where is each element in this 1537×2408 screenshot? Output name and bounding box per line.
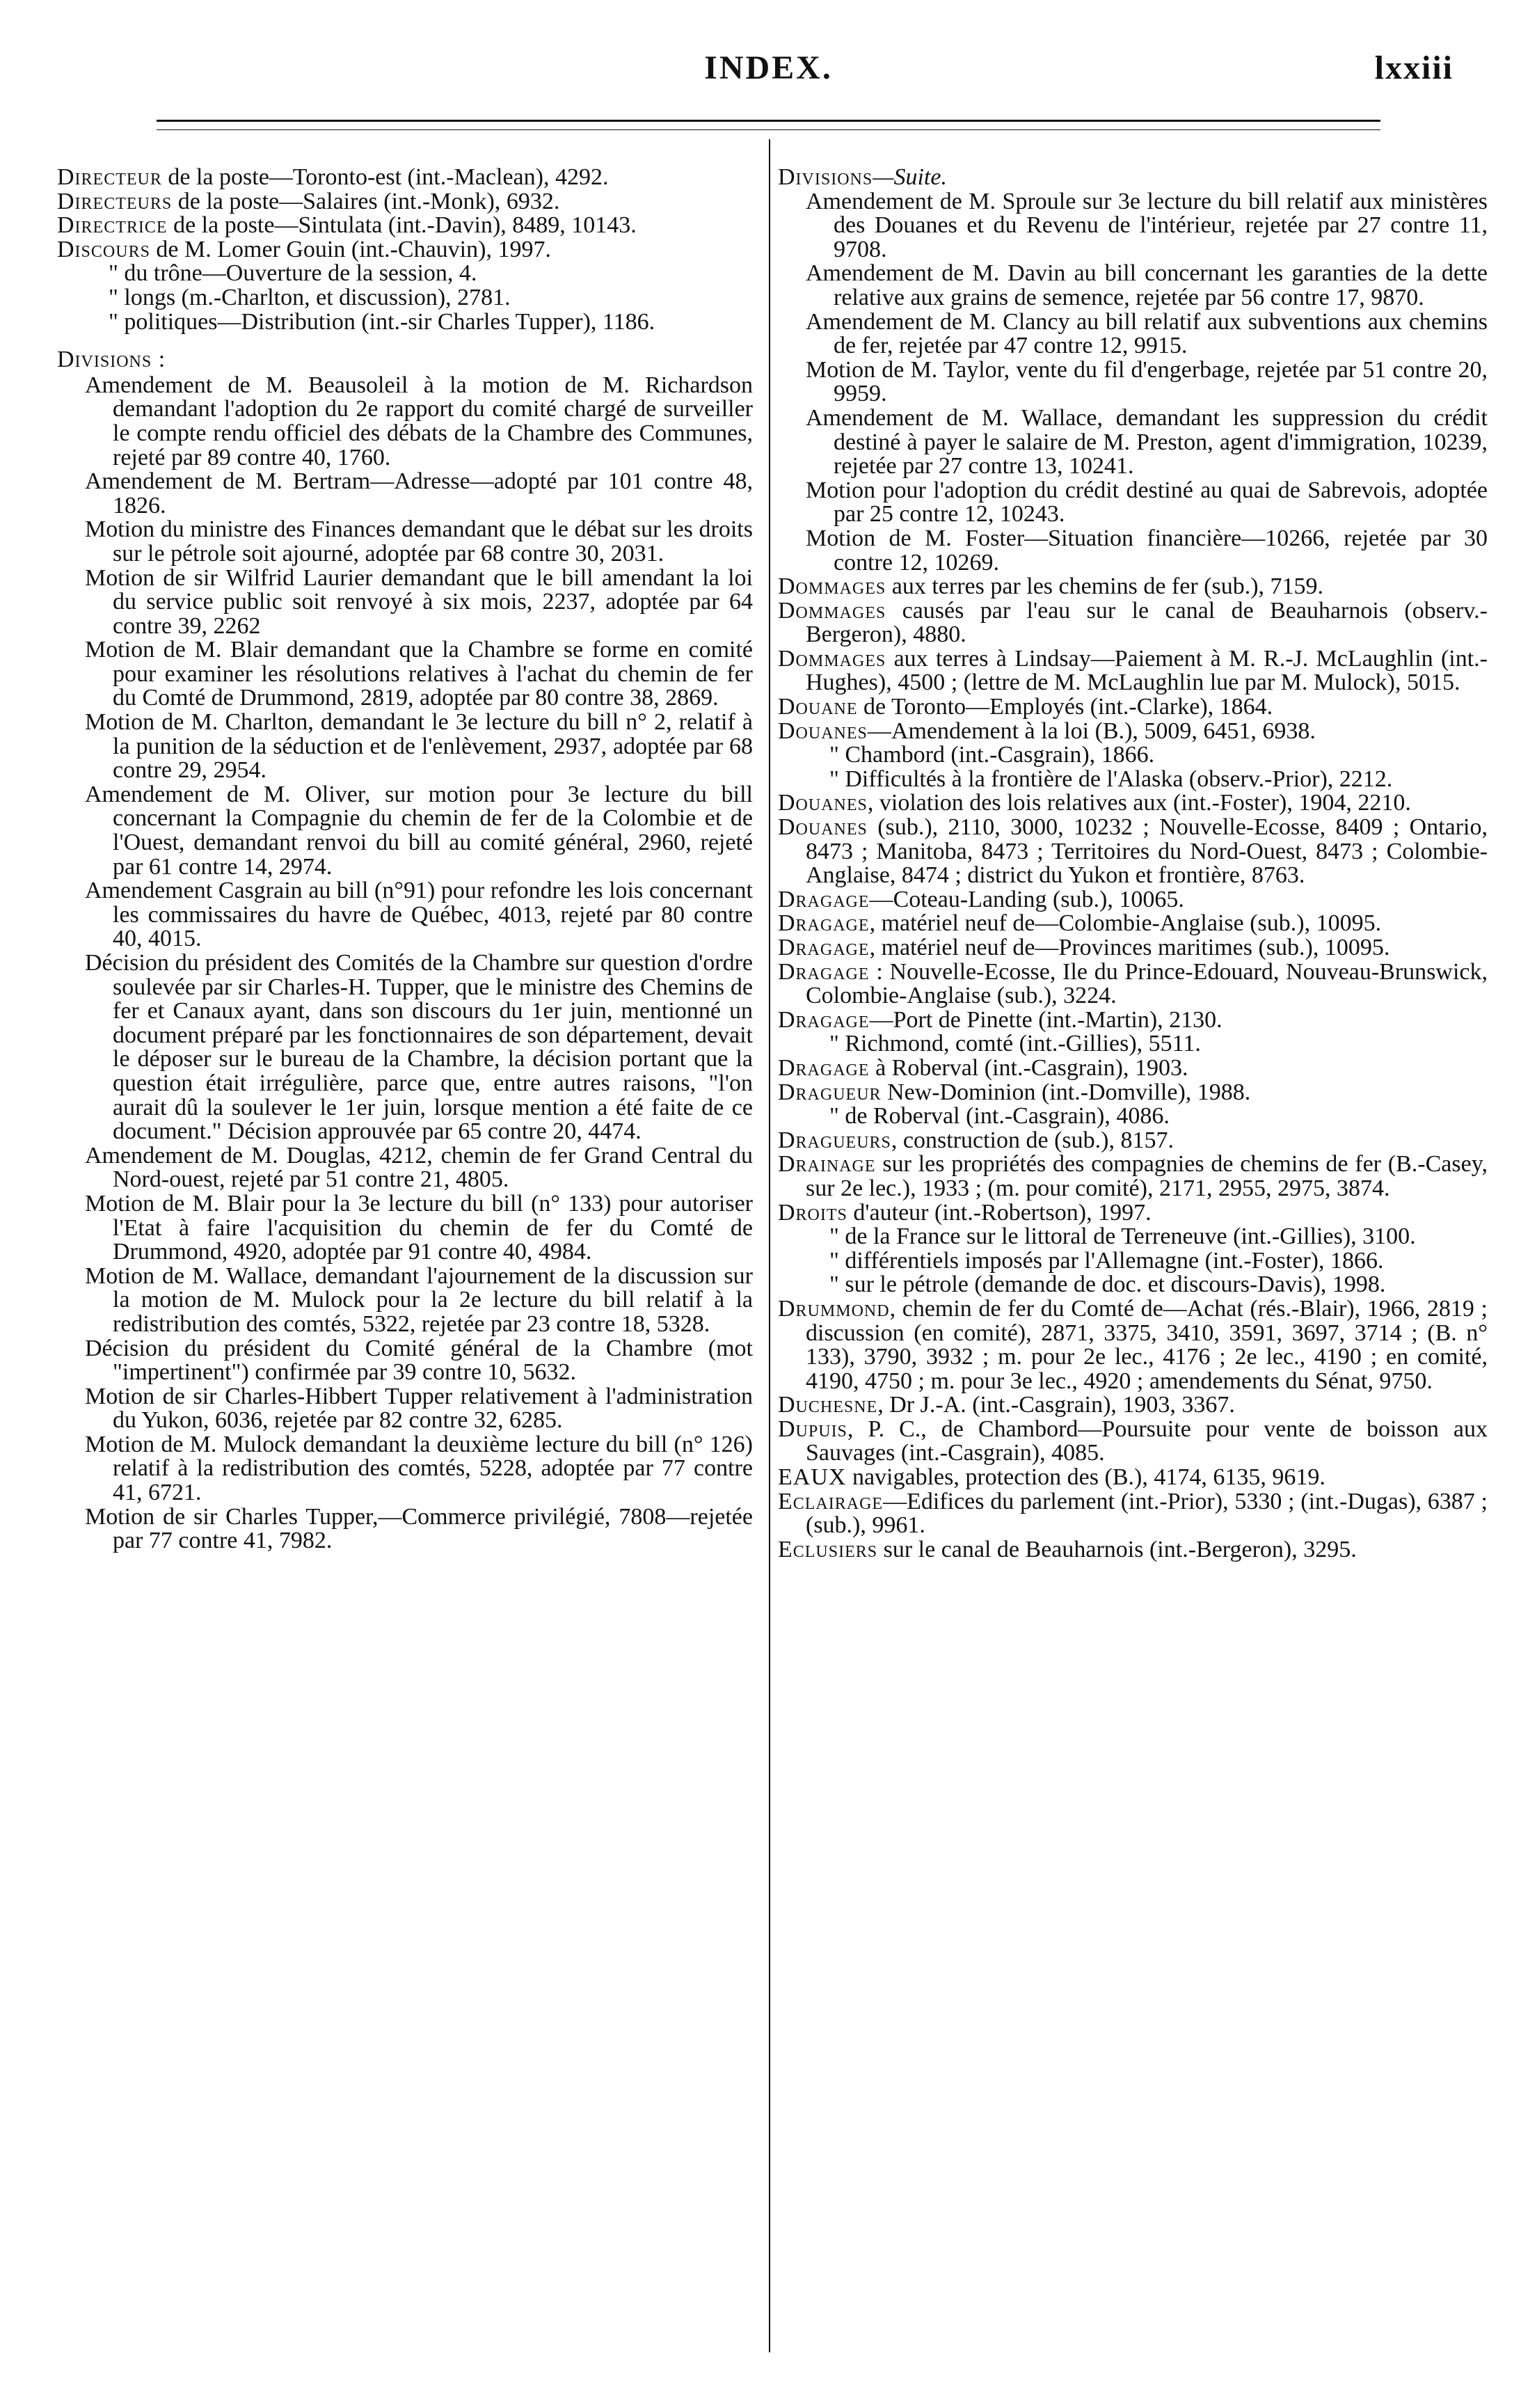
entry-text: aux terres à Lindsay—Paiement à M. R.-J. McLaughlin (int.-Hughes), 4500 ; (lettre de M. McLaughlin lue par M. Mulock), 5015. <box>806 645 1488 696</box>
division-entry: Motion de M. Foster—Situation financière—10266, rejetée par 30 contre 12, 10269. <box>806 525 1488 576</box>
index-entry <box>778 743 1488 768</box>
division-entry: Amendement de M. Wallace, demandant les suppression du crédit destiné à payer le salaire de M. Preston, agent d'immigration, 10239, rejetée par 27 contre 13, 10241. <box>806 404 1488 480</box>
entry-head: Directeurs <box>57 188 173 214</box>
header-rule <box>157 120 1380 122</box>
entry-text: " Chambord (int.-Casgrain), 1866. <box>829 742 1155 768</box>
entry-head: Eclairage <box>778 1488 884 1514</box>
division-entry: Motion pour l'adoption du crédit destiné au quai de Sabrevois, adoptée par 25 contre 12, 10243. <box>806 477 1488 528</box>
entry-text: " politiques—Distribution (int.-sir Charles Tupper), 1186. <box>109 308 655 335</box>
entry-text: New-Dominion (int.-Domville), 1988. <box>881 1079 1251 1105</box>
index-entry <box>778 816 1488 888</box>
entry-text: " différentiels imposés par l'Allemagne (int.-Foster), 1866. <box>829 1247 1384 1274</box>
index-entry <box>778 1538 1488 1562</box>
entry-text: , P. C., de Chambord—Poursuite pour vente de boisson aux Sauvages (int.-Casgrain), 4085. <box>806 1416 1488 1466</box>
division-entry: Décision du président des Comités de la Chambre sur question d'ordre soulevée par sir Charles-H. Tupper, que le ministre des Chemins de fer et Canaux ayant, dans son discours du 1er juin, mentionné un document préparé par les fonctionnaires de son département, devait le déposer sur le bureau de la Chambre, la décision portant que la question était irrégulière, parce que, entre autres raisons, "l'on aurait dû la soulever le 1er juin, lorsque mention a été faite de ce document." Décision approuvée par 65 contre 20, 4474. <box>85 950 753 1145</box>
entry-text: —Port de Pinette (int.-Martin), 2130. <box>869 1006 1223 1033</box>
division-entry: Motion de M. Mulock demandant la deuxième lecture du bill (n° 126) relatif à la redistribution des comtés, 5228, adoptée par 77 contre 41, 6721. <box>85 1431 753 1506</box>
index-entry <box>778 791 1488 816</box>
entry-head: Dommages <box>778 573 886 600</box>
division-entry: Amendement de M. Bertram—Adresse—adopté par 101 contre 48, 1826. <box>85 468 753 518</box>
entry-text: de la poste—Salaires (int.-Monk), 6932. <box>172 188 560 214</box>
index-entry <box>778 1490 1488 1538</box>
index-entry <box>778 936 1488 960</box>
entry-text: , matériel neuf de—Provinces maritimes (sub.), 10095. <box>869 935 1390 960</box>
entry-text: " de la France sur le littoral de Terreneuve (int.-Gillies), 3100. <box>829 1223 1416 1250</box>
division-entry: Motion de M. Charlton, demandant le 3e lecture du bill n° 2, relatif à la punition de la séduction et de l'enlèvement, 2937, adoptée par 68 contre 29, 2954. <box>85 709 753 784</box>
index-entry <box>57 190 753 214</box>
entry-text: sur les propriétés des compagnies de chemins de fer (B.-Casey, sur 2e lec.), 1933 ; (m. pour comité), 2171, 2955, 2975, 3874. <box>806 1151 1488 1201</box>
entry-head: Eclusiers <box>778 1536 878 1562</box>
division-entry: Motion de sir Charles Tupper,—Commerce privilégié, 7808—rejetée par 77 contre 41, 7982. <box>85 1503 753 1554</box>
page-header <box>63 49 1474 104</box>
division-entry: Motion du ministre des Finances demandant que le débat sur les droits sur le pétrole soit ajourné, adoptée par 68 contre 30, 2031. <box>85 516 753 567</box>
entry-text: , construction de (sub.), 8157. <box>891 1127 1174 1153</box>
division-entry: Amendement de M. Douglas, 4212, chemin de fer Grand Central du Nord-ouest, rejeté par 51 contre 21, 4805. <box>85 1142 753 1193</box>
index-entry <box>57 238 753 262</box>
division-entry: Motion de M. Blair demandant que la Chambre se forme en comité pour examiner les résolutions relatives à l'achat du chemin de fer du Comté de Drummond, 2819, adoptée par 80 contre 38, 2869. <box>85 637 753 711</box>
division-entry: Décision du président du Comité général de la Chambre (mot "impertinent") confirmée par 39 contre 10, 5632. <box>85 1335 753 1386</box>
entry-head: Dommages <box>778 645 886 672</box>
entry-head: Dommages <box>778 597 886 624</box>
entry-head: Dragueur <box>778 1079 882 1105</box>
index-entry <box>778 1201 1488 1226</box>
entry-text: " sur le pétrole (demande de doc. et discours-Davis), 1998. <box>829 1272 1386 1298</box>
index-entry <box>778 1297 1488 1393</box>
divisions-continued-list <box>778 190 1488 576</box>
header-rule-thin <box>157 129 1380 130</box>
entry-head: Dragage <box>778 886 870 912</box>
division-entry: Amendement de M. Oliver, sur motion pour 3e lecture du bill concernant la Compagnie du chemin de fer de la Colombie et de l'Ouest, demandant renvoi du bill au comité général, 2960, rejeté par 61 contre 14, 2974. <box>85 781 753 880</box>
index-entry <box>57 166 753 190</box>
entry-text: " de Roberval (int.-Casgrain), 4086. <box>829 1103 1170 1130</box>
entry-text: , violation des lois relatives aux (int.-Foster), 1904, 2210. <box>867 790 1411 816</box>
left-top-entries <box>57 166 753 334</box>
entry-head: Directeur <box>57 164 162 190</box>
entry-text: , Dr J.-A. (int.-Casgrain), 1903, 3367. <box>877 1392 1235 1418</box>
index-entry <box>778 1249 1488 1274</box>
entry-text: à Roberval (int.-Casgrain), 1903. <box>869 1054 1188 1081</box>
entry-text: , matériel neuf de—Colombie-Anglaise (sub.), 10095. <box>869 910 1382 937</box>
entry-head: Dragage <box>778 1006 870 1033</box>
column-divider <box>769 139 770 2352</box>
entry-head: EAUX <box>778 1464 847 1491</box>
index-entry <box>57 262 753 286</box>
index-entry <box>57 310 753 335</box>
entry-text: : Nouvelle-Ecosse, Ile du Prince-Edouard, Nouveau-Brunswick, Colombie-Anglaise (sub.), 3224. <box>806 958 1488 1009</box>
index-entry <box>778 1104 1488 1129</box>
entry-text: —Amendement à la loi (B.), 5009, 6451, 6938. <box>867 718 1316 744</box>
entry-head: Drummond <box>778 1295 890 1322</box>
entry-head: Dragage <box>778 958 870 985</box>
entry-head: Douane <box>778 694 858 720</box>
division-entry: Amendement de M. Davin au bill concernant les garanties de la dette relative aux grains de semence, rejetée par 56 contre 17, 9870. <box>806 260 1488 310</box>
division-entry: Motion de M. Wallace, demandant l'ajournement de la discussion sur la motion de M. Mulock pour la 2e lecture du bill relatif à la redistribution des comtés, 5322, rejetée par 23 contre 18, 5328. <box>85 1262 753 1337</box>
entry-text: —Coteau-Landing (sub.), 10065. <box>869 886 1184 912</box>
page-title: INDEX. <box>704 49 833 86</box>
division-entry: Amendement de M. Sproule sur 3e lecture du bill relatif aux ministères des Douanes et du Revenu de l'intérieur, rejetée par 27 contre 11, 9708. <box>806 188 1488 262</box>
index-entry <box>778 720 1488 744</box>
entry-text: " longs (m.-Charlton, et discussion), 2781. <box>109 284 511 310</box>
left-column <box>57 166 753 1553</box>
index-entry <box>778 1056 1488 1081</box>
index-entry <box>778 1152 1488 1201</box>
index-entry <box>778 1008 1488 1033</box>
entry-text: " Difficultés à la frontière de l'Alaska (observ.-Prior), 2212. <box>829 766 1393 792</box>
index-entry <box>778 599 1488 647</box>
entry-head: Dragueurs <box>778 1127 891 1153</box>
index-entry <box>778 1129 1488 1153</box>
entry-text: d'auteur (int.-Robertson), 1997. <box>847 1199 1152 1226</box>
entry-head: Dragage <box>778 935 870 960</box>
division-entry: Motion de M. Taylor, vente du fil d'engerbage, rejetée par 51 contre 20, 9959. <box>806 356 1488 407</box>
entry-text: , chemin de fer du Comté de—Achat (rés.-Blair), 1966, 2819 ; discussion (en comité), 2871, 3375, 3410, 3591, 3697, 3714 ; (B. n° 133), 3790, 3932 ; m. pour 2e lec., 4176 ; 2e lec., 4190 ; en comité, 4190, 4750 ; m. pour 3e lec., 4920 ; amendements du Sénat, 9750. <box>806 1295 1488 1394</box>
index-entry <box>778 575 1488 599</box>
entry-head: Drainage <box>778 1151 876 1178</box>
entry-text: (sub.), 2110, 3000, 10232 ; Nouvelle-Ecosse, 8409 ; Ontario, 8473 ; Manitoba, 8473 ; Territoires du Nord-Ouest, 8473 ; Colombie-Anglaise, 8474 ; district du Yukon et frontière, 8763. <box>806 814 1488 889</box>
index-entry <box>57 214 753 238</box>
index-entry <box>778 768 1488 792</box>
division-entry: Motion de sir Charles-Hibbert Tupper relativement à l'administration du Yukon, 6036, rejetée par 82 contre 32, 6285. <box>85 1383 753 1434</box>
divisions-continued-heading: Divisions—Suite. <box>778 164 947 190</box>
entry-text: de la poste—Sintulata (int.-Davin), 8489, 10143. <box>167 212 637 239</box>
right-entries <box>778 575 1488 1562</box>
entry-text: causés par l'eau sur le canal de Beauharnois (observ.-Bergeron), 4880. <box>806 597 1488 648</box>
index-entry <box>57 286 753 310</box>
entry-text: de Toronto—Employés (int.-Clarke), 1864. <box>857 694 1273 720</box>
entry-text: de la poste—Toronto-est (int.-Maclean), 4292. <box>161 164 609 190</box>
entry-head: Discours <box>57 236 150 262</box>
entry-text: sur le canal de Beauharnois (int.-Bergeron), 3295. <box>877 1536 1357 1562</box>
index-entry <box>778 1225 1488 1249</box>
entry-head: Douanes <box>778 718 868 744</box>
entry-text: aux terres par les chemins de fer (sub.), 7159. <box>886 573 1324 600</box>
division-entry: Motion de sir Wilfrid Laurier demandant que le bill amendant la loi du service public soit renvoyé à six mois, 2237, adoptée par 64 contre 39, 2262 <box>85 564 753 639</box>
divisions-list <box>57 374 753 1553</box>
index-entry <box>778 695 1488 720</box>
entry-text: " Richmond, comté (int.-Gillies), 5511. <box>829 1031 1201 1057</box>
entry-head: Douanes <box>778 790 868 816</box>
entry-head: Dragage <box>778 910 870 937</box>
entry-text: —Edifices du parlement (int.-Prior), 5330 ; (int.-Dugas), 6387 ; (sub.), 9961. <box>806 1488 1488 1539</box>
index-entry <box>778 912 1488 936</box>
index-entry <box>778 888 1488 912</box>
entry-text: navigables, protection des (B.), 4174, 6135, 9619. <box>846 1464 1325 1491</box>
division-entry: Amendement de M. Clancy au bill relatif aux subventions aux chemins de fer, rejetée par 47 contre 12, 9915. <box>806 308 1488 359</box>
entry-head: Droits <box>778 1199 847 1226</box>
entry-head: Directrice <box>57 212 168 239</box>
index-entry <box>778 960 1488 1008</box>
page-number: lxxiii <box>1374 49 1454 86</box>
index-entry <box>778 1032 1488 1056</box>
right-column <box>778 166 1488 1562</box>
entry-head: Douanes <box>778 814 868 841</box>
division-entry: Motion de M. Blair pour la 3e lecture du bill (n° 133) pour autoriser l'Etat à faire l'acquisition du chemin de fer du Comté de Drummond, 4920, adoptée par 91 contre 40, 4984. <box>85 1190 753 1265</box>
entry-text: " du trône—Ouverture de la session, 4. <box>109 260 477 287</box>
index-entry <box>778 1466 1488 1490</box>
entry-head: Dragage <box>778 1054 870 1081</box>
division-entry: Amendement Casgrain au bill (n°91) pour refondre les lois concernant les commissaires du havre de Québec, 4013, rejeté par 80 contre 40, 4015. <box>85 878 753 952</box>
index-entry <box>778 1418 1488 1466</box>
index-entry <box>778 1273 1488 1297</box>
division-entry: Amendement de M. Beausoleil à la motion de M. Richardson demandant l'adoption du 2e rapport du comité chargé de surveiller le compte rendu officiel des débats de la Chambre des Communes, rejeté par 89 contre 40, 1760. <box>85 372 753 470</box>
divisions-heading: Divisions : <box>57 347 166 373</box>
entry-head: Dupuis <box>778 1416 847 1442</box>
index-entry <box>778 1081 1488 1105</box>
entry-head: Duchesne <box>778 1392 878 1418</box>
index-entry <box>778 647 1488 695</box>
entry-text: de M. Lomer Gouin (int.-Chauvin), 1997. <box>150 236 551 262</box>
index-entry <box>778 1393 1488 1418</box>
